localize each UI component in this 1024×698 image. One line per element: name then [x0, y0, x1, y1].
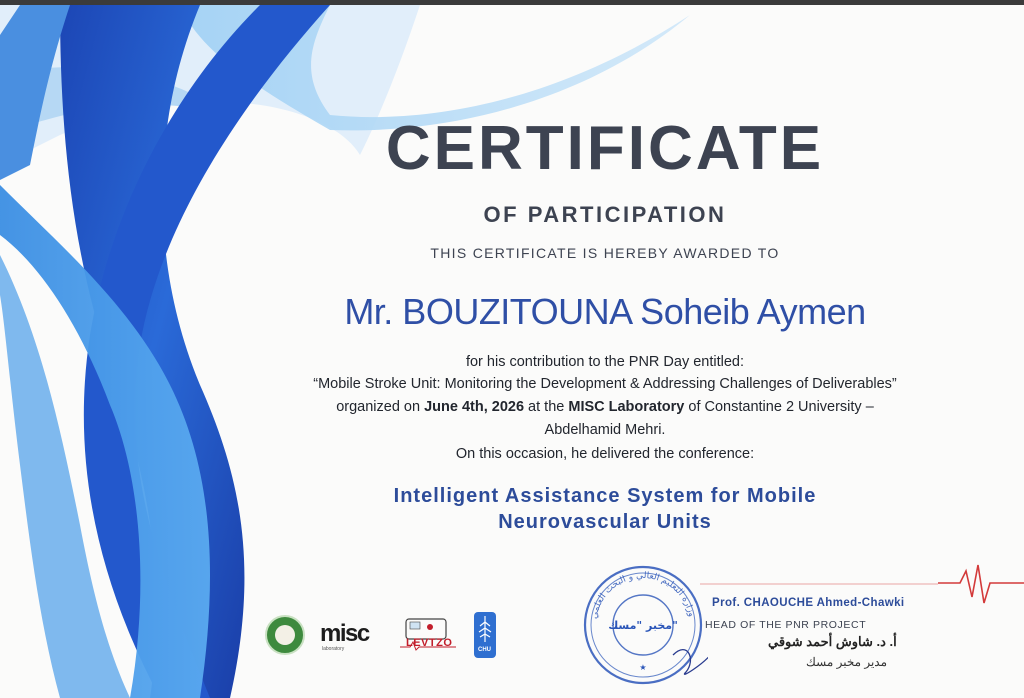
chu-logo-text: CHU: [478, 647, 491, 653]
lab-name: MISC Laboratory: [568, 399, 685, 415]
recipient-name: Mr. BOUZITOUNA Soheib Aymen: [344, 291, 866, 332]
body-line-5: On this occasion, he delivered the conference:: [455, 446, 755, 462]
awarded-line: THIS CERTIFICATE IS HEREBY AWARDED TO: [430, 245, 780, 261]
certificate-subtitle: OF PARTICIPATION: [483, 202, 727, 227]
conference-title-line-1: Intelligent Assistance System for Mobile: [393, 485, 817, 507]
body-line-4: Abdelhamid Mehri.: [544, 422, 666, 438]
body-line-1: for his contribution to the PNR Day entitled:: [465, 354, 745, 370]
university-logo: [265, 615, 305, 655]
levt-logo-text: LEVTZO: [406, 637, 453, 649]
ecg-line: [938, 565, 1024, 603]
body-line-3-mid: at the: [524, 399, 569, 415]
svg-text:★: ★: [639, 663, 647, 672]
body-line-3: [250, 399, 960, 415]
signatory-arabic-name: أ. د. شاوش أحمد شوقي: [768, 634, 897, 649]
misc-logo-subtitle: laboratory: [322, 646, 345, 652]
conference-title-line-2: Neurovascular Units: [498, 511, 712, 533]
body-line-3-pre: organized on: [336, 399, 425, 415]
certificate-sheet: [0, 5, 1024, 698]
certificate-title: CERTIFICATE: [385, 114, 825, 183]
tree-icon: [474, 612, 496, 646]
body-line-2: “Mobile Stroke Unit: Monitoring the Development & Addressing Challenges of Deliverables”: [313, 376, 897, 392]
stamp-arc-text: وزارة التعليم العالي و البحث العلمي: [589, 570, 697, 620]
body-line-3-post: of Constantine 2 University –: [684, 399, 874, 415]
event-date: June 4th, 2026: [424, 399, 525, 415]
signatory-name: Prof. CHAOUCHE Ahmed-Chawki: [712, 597, 905, 609]
stamp-center-text: مخبر "مسك": [608, 619, 678, 632]
misc-logo: misc: [320, 620, 369, 647]
signatory-role: HEAD OF THE PNR PROJECT: [705, 619, 867, 631]
signatory-arabic-role: مدير مخبر مسك: [806, 655, 888, 669]
ribbon-decoration: [0, 5, 1024, 698]
official-stamp: [578, 560, 708, 690]
